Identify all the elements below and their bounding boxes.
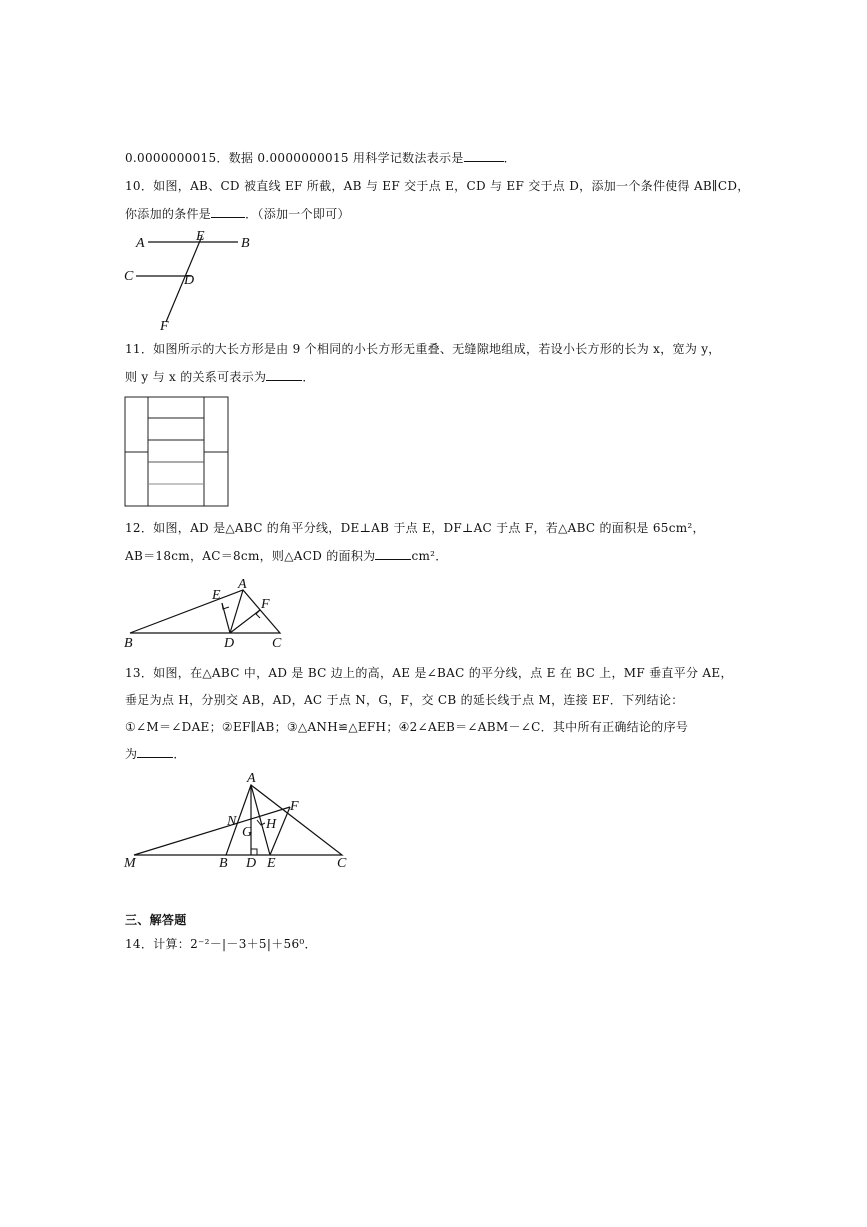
q12-line2-pre: AB＝18cm，AC＝8cm，则△ACD 的面积为 bbox=[125, 549, 376, 563]
label-f: F bbox=[290, 799, 299, 814]
q10-line2 bbox=[125, 206, 350, 222]
q11-line2 bbox=[125, 369, 315, 385]
q9-end: ． bbox=[503, 151, 516, 165]
q13-line3: ①∠M＝∠DAE；②EF∥AB；③△ANH≌△EFH；④2∠AEB＝∠ABM－∠C．其中所有正确结论的序号 bbox=[125, 720, 689, 734]
q12-figure bbox=[120, 576, 300, 656]
label-h: H bbox=[266, 817, 277, 832]
label-c: C bbox=[124, 269, 134, 284]
answer-blank bbox=[375, 548, 411, 560]
label-m: M bbox=[124, 856, 136, 871]
q10-line1: 10．如图，AB、CD 被直线 EF 所截，AB 与 EF 交于点 E，CD 与 EF 交于点 D，添加一个条件使得 AB∥CD， bbox=[125, 179, 750, 193]
label-f: F bbox=[160, 319, 169, 334]
q12-line2 bbox=[125, 548, 448, 564]
answer-blank bbox=[137, 746, 173, 758]
q13-line4-pre: 为 bbox=[125, 747, 138, 761]
q13-line1: 13．如图，在△ABC 中，AD 是 BC 边上的高，AE 是∠BAC 的平分线，点 E 在 BC 上，MF 垂直平分 AE， bbox=[125, 666, 733, 680]
label-b: B bbox=[241, 236, 250, 251]
q14-text: 14．计算：2⁻²－|－3＋5|＋56⁰． bbox=[125, 937, 317, 951]
label-e: E bbox=[267, 856, 276, 871]
q13-line4-post: ． bbox=[173, 747, 186, 761]
label-b: B bbox=[219, 856, 228, 871]
label-a: A bbox=[238, 577, 247, 592]
perp-df bbox=[230, 610, 260, 633]
q9-text: 0.0000000015．数据 0.0000000015 用科学记数法表示是 bbox=[125, 151, 464, 165]
label-g: G bbox=[242, 825, 253, 840]
q12-line2-post: cm²． bbox=[411, 549, 448, 563]
bisector-ad bbox=[230, 590, 243, 633]
q12-line1: 12．如图，AD 是△ABC 的角平分线，DE⊥AB 于点 E，DF⊥AC 于点 F，若△ABC 的面积是 65cm²， bbox=[125, 521, 705, 535]
label-f: F bbox=[261, 597, 270, 612]
label-a: A bbox=[136, 236, 145, 251]
q11-line2-post: ． bbox=[302, 370, 315, 384]
label-d: D bbox=[184, 273, 195, 288]
label-d: D bbox=[246, 856, 257, 871]
q13-line4 bbox=[125, 746, 186, 762]
q13-figure bbox=[120, 770, 360, 874]
q11-line2-pre: 则 y 与 x 的关系可表示为 bbox=[125, 370, 267, 384]
q13-line2: 垂足为点 H，分别交 AB，AD，AC 于点 N，G，F，交 CB 的延长线于点 M，连接 EF．下列结论： bbox=[125, 693, 684, 707]
label-b: B bbox=[124, 636, 133, 651]
q10-line2-pre: 你添加的条件是 bbox=[125, 207, 212, 221]
label-a: A bbox=[247, 771, 256, 786]
label-e: E bbox=[196, 229, 205, 244]
q10-line2-post: ．（添加一个即可） bbox=[245, 207, 350, 221]
label-c: C bbox=[337, 856, 347, 871]
label-e: E bbox=[212, 588, 221, 603]
section-title: 三、解答题 bbox=[125, 913, 187, 927]
label-n: N bbox=[227, 814, 237, 829]
label-c: C bbox=[272, 636, 282, 651]
q9-tail bbox=[125, 150, 516, 166]
q11-line1: 11．如图所示的大长方形是由 9 个相同的小长方形无重叠、无缝隙地组成，若设小长方形的长为 x，宽为 y， bbox=[125, 342, 721, 356]
right-angle-d bbox=[251, 849, 257, 855]
answer-blank bbox=[266, 369, 302, 381]
answer-blank bbox=[464, 150, 504, 162]
q10-figure bbox=[120, 226, 270, 336]
label-d: D bbox=[224, 636, 235, 651]
answer-blank bbox=[211, 206, 245, 218]
q11-figure bbox=[124, 396, 230, 508]
